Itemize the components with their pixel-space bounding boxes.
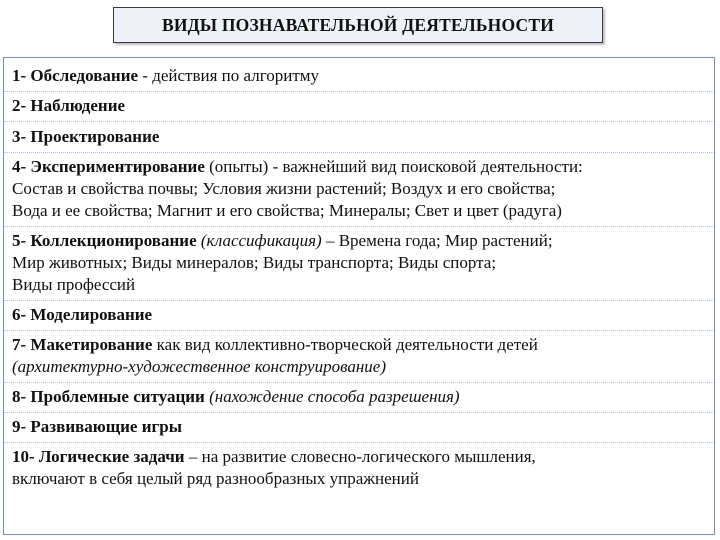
- item-name: Экспериментирование: [30, 157, 205, 176]
- list-item: [12, 386, 707, 408]
- item-detail-line: включают в себя целый ряд разнообразных упражнений: [12, 469, 419, 488]
- item-description: - действия по алгоритму: [138, 66, 320, 85]
- divider: [4, 442, 714, 443]
- divider: [4, 330, 714, 331]
- item-name: Макетирование: [30, 335, 153, 354]
- item-description: – Времена года; Мир растений;: [321, 231, 553, 250]
- list-item: [12, 416, 707, 438]
- divider: [4, 226, 714, 227]
- list-item: [12, 95, 707, 117]
- divider: [4, 152, 714, 153]
- item-name: Коллекционирование: [30, 231, 197, 250]
- item-note: (архитектурно-художественное конструирование): [12, 357, 387, 376]
- list-item: [12, 126, 707, 148]
- list-item: [12, 334, 707, 378]
- item-name: Моделирование: [30, 305, 153, 324]
- item-name: Обследование: [30, 66, 139, 85]
- item-number: 6-: [12, 305, 27, 324]
- item-note: (классификация): [196, 231, 322, 250]
- divider: [4, 300, 714, 301]
- item-description: (опыты) - важнейший вид поисковой деятельности:: [204, 157, 583, 176]
- content-panel: [3, 57, 715, 535]
- item-number: 9-: [12, 417, 27, 436]
- item-name: Логические задачи: [38, 447, 185, 466]
- item-number: 8-: [12, 387, 27, 406]
- divider: [4, 121, 714, 122]
- item-detail-line: Состав и свойства почвы; Условия жизни растений; Воздух и его свойства;: [12, 179, 556, 198]
- list-item: [12, 65, 707, 87]
- divider: [4, 382, 714, 383]
- item-name: Проблемные ситуации: [30, 387, 205, 406]
- item-number: 4-: [12, 157, 27, 176]
- list-item: [12, 230, 707, 296]
- list-item: [12, 304, 707, 326]
- list-item: [12, 446, 707, 490]
- item-number: 3-: [12, 127, 27, 146]
- item-name: Развивающие игры: [30, 417, 182, 436]
- item-number: 5-: [12, 231, 27, 250]
- page-title: ВИДЫ ПОЗНАВАТЕЛЬНОЙ ДЕЯТЕЛЬНОСТИ: [113, 7, 603, 43]
- divider: [4, 412, 714, 413]
- item-detail-line: Мир животных; Виды минералов; Виды транспорта; Виды спорта;: [12, 253, 497, 272]
- item-description: как вид коллективно-творческой деятельности детей: [152, 335, 538, 354]
- item-number: 7-: [12, 335, 27, 354]
- item-note: (нахождение способа разрешения): [204, 387, 460, 406]
- item-name: Проектирование: [30, 127, 160, 146]
- list-item: [12, 156, 707, 222]
- item-number: 2-: [12, 96, 27, 115]
- item-number: 10-: [12, 447, 35, 466]
- item-detail-line: Вода и ее свойства; Магнит и его свойства; Минералы; Свет и цвет (радуга): [12, 201, 562, 220]
- divider: [4, 91, 714, 92]
- item-number: 1-: [12, 66, 27, 85]
- item-name: Наблюдение: [30, 96, 126, 115]
- item-detail-line: Виды профессий: [12, 275, 136, 294]
- item-description: – на развитие словесно-логического мышления,: [184, 447, 536, 466]
